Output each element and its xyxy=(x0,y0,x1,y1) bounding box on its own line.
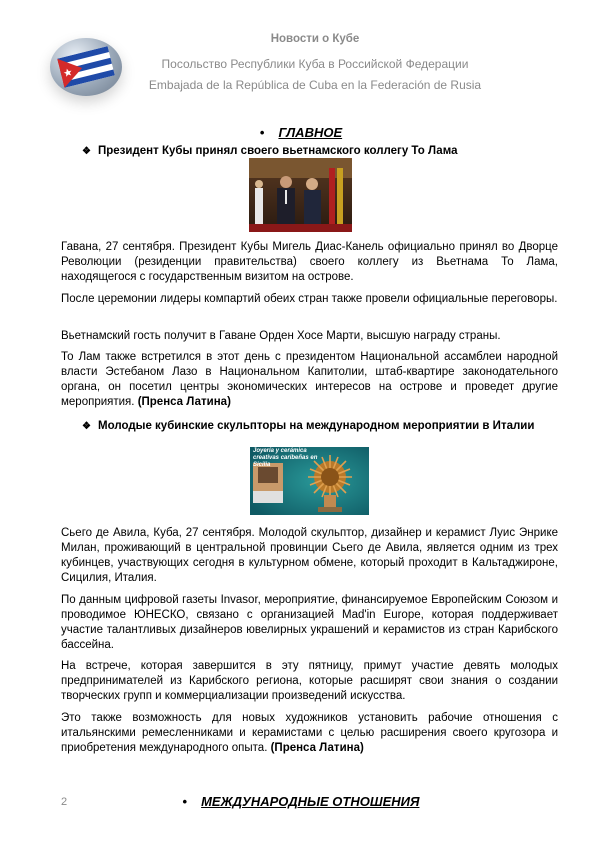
article-photo-sculpture xyxy=(250,447,369,515)
article-source: (Пренса Латина) xyxy=(137,396,231,408)
section-heading-international xyxy=(0,794,602,809)
article-paragraph: После церемонии лидеры компартий обеих стран также провели официальные переговоры. xyxy=(61,293,558,305)
diamond-bullet-icon: ❖ xyxy=(82,146,91,157)
article-paragraph xyxy=(61,350,558,410)
section-heading-main-text: ГЛАВНОЕ xyxy=(278,125,343,140)
header-embassy-ru: Посольство Республики Куба в Российской Федерации xyxy=(161,57,469,71)
header-title: Новости о Кубе xyxy=(270,33,360,45)
bullet-dot-icon: • xyxy=(259,125,265,140)
header-embassy-es: Embajada de la República de Cuba en la Federación de Rusia xyxy=(148,78,482,92)
article-paragraph: Гавана, 27 сентября. Президент Кубы Мигель Диас-Канель официально принял во Дворце Революции (резиденции правительства) своего коллегу из Вьетнама То Лама, находящегося с государственным визитом на острове. xyxy=(61,241,558,283)
article-paragraph: Вьетнамский гость получит в Гаване Орден Хосе Марти, высшую награду страны. xyxy=(61,330,501,342)
article-title xyxy=(82,144,558,159)
section-heading-main xyxy=(0,125,602,140)
article-photo-presidents xyxy=(249,158,352,232)
image-caption: Joyería y cerámica creativas caribeñas en Sicilia xyxy=(253,448,318,468)
bullet-dot-icon: • xyxy=(182,794,188,809)
article-paragraph-text: То Лам также встретился в этот день с президентом Национальной ассамблеи народной власти Эстебаном Лазо в Национальном Капитолии, штаб-квартире законодательного органа, он посетил центры экономических интересов на острове и проведет другие мероприятия. xyxy=(61,351,558,408)
article-title-text: Молодые кубинские скульпторы на международном мероприятии в Италии xyxy=(98,420,535,432)
cuba-flag-logo xyxy=(50,38,122,96)
diamond-bullet-icon: ❖ xyxy=(82,421,91,432)
article-source: (Пренса Латина) xyxy=(270,742,364,754)
article-title xyxy=(82,419,558,434)
page-number: 2 xyxy=(61,796,68,808)
article-paragraph: По данным цифровой газеты Invasor, мероприятие, финансируемое Европейским Союзом и проводимое ЮНЕСКО, связано с организацией Mad'in Europe, которая поддерживает участие талантливых дизайнеров ювелирных украшений и керамистов из стран Карибского бассейна. xyxy=(61,594,558,651)
article-paragraph-text: Это также возможность для новых художников установить рабочие отношения с итальянскими ремесленниками и керамистами с целью расширения своего кругозора и приобретения международного опыта. xyxy=(61,712,558,754)
cuba-flag-icon xyxy=(57,46,115,88)
article-paragraph: Сьего де Авила, Куба, 27 сентября. Молодой скульптор, дизайнер и керамист Луис Энрике Милан, проживающий в центральной провинции Сьего де Авила, является одним из трех кубинцев, участвующих сегодня в культурном обмене, который проходит в Кальтаджироне, Сицилия, Италия. xyxy=(61,527,558,584)
section-heading-international-text: МЕЖДУНАРОДНЫЕ ОТНОШЕНИЯ xyxy=(201,794,420,809)
article-title-text: Президент Кубы принял своего вьетнамского коллегу То Лама xyxy=(98,145,458,157)
article-paragraph: На встрече, которая завершится в эту пятницу, примут участие девять молодых предпринимателей из Карибского региона, которые расширят свои знания о создании творческих групп и коммерциализации произведений искусства. xyxy=(61,660,558,702)
article-paragraph xyxy=(61,711,558,756)
